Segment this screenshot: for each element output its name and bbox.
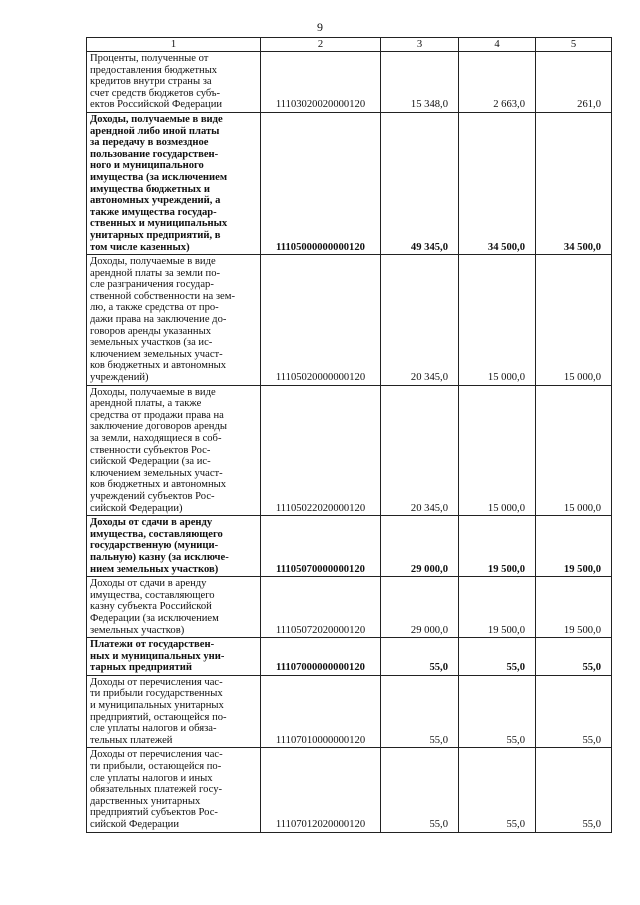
description-line: Доходы, получаемые в виде [90,386,216,398]
description-line: Доходы от сдачи в аренду [90,517,213,529]
column-header: 3 [381,38,459,52]
row-description [87,516,261,577]
description-line: счет средств бюджетов субъ- [90,87,221,99]
value-col3-cell: 55,0 [381,675,459,748]
value-col5-cell: 55,0 [536,748,612,832]
table-header-row [87,38,612,52]
description-line: Федерации (за исключением [90,612,219,624]
description-line: земельных участков (за ис- [90,337,213,349]
value-col3-cell: 29 000,0 [381,516,459,577]
value-col3-cell: 49 345,0 [381,112,459,254]
description-line: тарных предприятий [90,662,193,674]
description-line: сийской Федерации (за ис- [90,456,211,468]
description-line: сийской Федерации) [90,502,183,514]
description-line: Доходы от перечисления час- [90,676,223,688]
value-col4-cell: 55,0 [459,675,536,748]
value-col4-cell: 15 000,0 [459,385,536,516]
value-col5-cell: 19 500,0 [536,516,612,577]
description-line: ственности субъектов Рос- [90,444,211,456]
description-line: унитарных предприятий, в [90,229,221,241]
description-line: арендной платы за земли по- [90,267,221,279]
description-line: Доходы, получаемые в виде [90,256,216,268]
description-line: Проценты, полученные от [90,53,209,64]
row-description [87,748,261,832]
description-line: ков бюджетных и автономных [90,360,227,372]
description-line: предприятий, остающейся по- [90,711,227,723]
row-description [87,675,261,748]
row-description [87,52,261,113]
table-row [87,385,612,516]
description-line: тельных платежей [90,734,173,746]
budget-code-cell: 11103020020000120 [261,52,381,113]
value-col4-cell: 55,0 [459,638,536,676]
value-col3-cell: 20 345,0 [381,255,459,386]
description-line: арендной либо иной платы [90,125,220,137]
description-line: ключением земельных участ- [90,348,223,360]
description-line: ного и муниципального [90,160,204,172]
table-row [87,675,612,748]
budget-code-cell: 11105020000000120 [261,255,381,386]
table-row [87,638,612,676]
description-line: ных и муниципальных уни- [90,650,225,662]
value-col5-cell: 261,0 [536,52,612,113]
description-line: ков бюджетных и автономных [90,479,227,491]
description-line: сийской Федерации [90,819,179,830]
row-description [87,255,261,386]
column-header: 4 [459,38,536,52]
budget-code-cell: 11107012020000120 [261,748,381,832]
column-header: 1 [87,38,261,52]
value-col4-cell: 2 663,0 [459,52,536,113]
budget-code-cell: 11105072020000120 [261,577,381,638]
description-line: сле уплаты налогов и обяза- [90,723,217,735]
budget-revenue-table [86,37,612,833]
value-col3-cell: 55,0 [381,638,459,676]
value-col4-cell: 55,0 [459,748,536,832]
description-line: имущества, составляющего [90,589,215,601]
description-line: заключение договоров аренды [90,421,227,433]
description-line: пальную) казну (за исключе- [90,551,229,563]
description-line: также имущества государ- [90,206,217,218]
description-line: и муниципальных унитарных [90,700,224,712]
value-col3-cell: 15 348,0 [381,52,459,113]
table-row [87,748,612,832]
description-line: казну субъекта Российской [90,601,212,613]
budget-code-cell: 11105000000000120 [261,112,381,254]
description-line: учреждений) [90,372,149,384]
budget-code-cell: 11105022020000120 [261,385,381,516]
value-col3-cell: 29 000,0 [381,577,459,638]
value-col5-cell: 55,0 [536,675,612,748]
value-col5-cell: 15 000,0 [536,255,612,386]
value-col5-cell: 15 000,0 [536,385,612,516]
row-description [87,112,261,254]
description-line: дажи права на заключение до- [90,314,227,326]
description-line: ственной собственности на зем- [90,290,235,302]
description-line: арендной платы, а также [90,398,202,410]
page-number: 9 [317,20,323,34]
budget-code-cell: 11107010000000120 [261,675,381,748]
description-line: средства от продажи права на [90,409,224,421]
description-line: учреждений субъектов Рос- [90,490,215,502]
description-line: имущества бюджетных и [90,183,210,195]
description-line: лю, а также средства от про- [90,302,219,314]
description-line: говоров аренды указанных [90,325,212,337]
description-line: за земли, находящиеся в соб- [90,433,222,444]
table-row [87,52,612,113]
description-line: кредитов внутри страны за [90,76,212,88]
value-col3-cell: 55,0 [381,748,459,832]
description-line: ственных и муниципальных [90,218,228,230]
row-description [87,385,261,516]
value-col4-cell: 34 500,0 [459,112,536,254]
value-col3-cell: 20 345,0 [381,385,459,516]
description-line: государственную (муници- [90,540,219,552]
table-row [87,255,612,386]
description-line: предприятий субъектов Рос- [90,807,218,819]
description-line: предоставления бюджетных [90,64,218,76]
description-line: том числе казенных) [90,241,190,253]
description-line: ектов Российской Федерации [90,99,223,111]
description-line: за передачу в возмездное [90,137,209,149]
column-header: 5 [536,38,612,52]
table-row [87,112,612,254]
row-description [87,577,261,638]
value-col5-cell: 34 500,0 [536,112,612,254]
description-line: Платежи от государствен- [90,639,215,651]
description-line: Доходы от сдачи в аренду [90,578,207,590]
description-line: нием земельных участков) [90,563,219,575]
table-row [87,577,612,638]
description-line: Доходы, получаемые в виде [90,113,223,125]
table-row [87,516,612,577]
value-col5-cell: 55,0 [536,638,612,676]
value-col5-cell: 19 500,0 [536,577,612,638]
description-line: земельных участков) [90,624,185,636]
description-line: ти прибыли, остающейся по- [90,761,222,773]
row-description [87,638,261,676]
description-line: имущества, составляющего [90,528,223,540]
description-line: сле уплаты налогов и иных [90,772,213,784]
value-col4-cell: 15 000,0 [459,255,536,386]
column-header: 2 [261,38,381,52]
description-line: Доходы от перечисления час- [90,749,223,761]
description-line: дарственных унитарных [90,795,201,807]
budget-code-cell: 11105070000000120 [261,516,381,577]
budget-code-cell: 11107000000000120 [261,638,381,676]
description-line: ти прибыли государственных [90,688,223,700]
description-line: автономных учреждений, а [90,195,221,207]
value-col4-cell: 19 500,0 [459,516,536,577]
description-line: обязательных платежей госу- [90,784,223,796]
description-line: сле разграничения государ- [90,279,214,291]
value-col4-cell: 19 500,0 [459,577,536,638]
description-line: пользование государствен- [90,148,219,160]
description-line: имущества (за исключением [90,171,228,183]
description-line: ключением земельных участ- [90,467,223,479]
